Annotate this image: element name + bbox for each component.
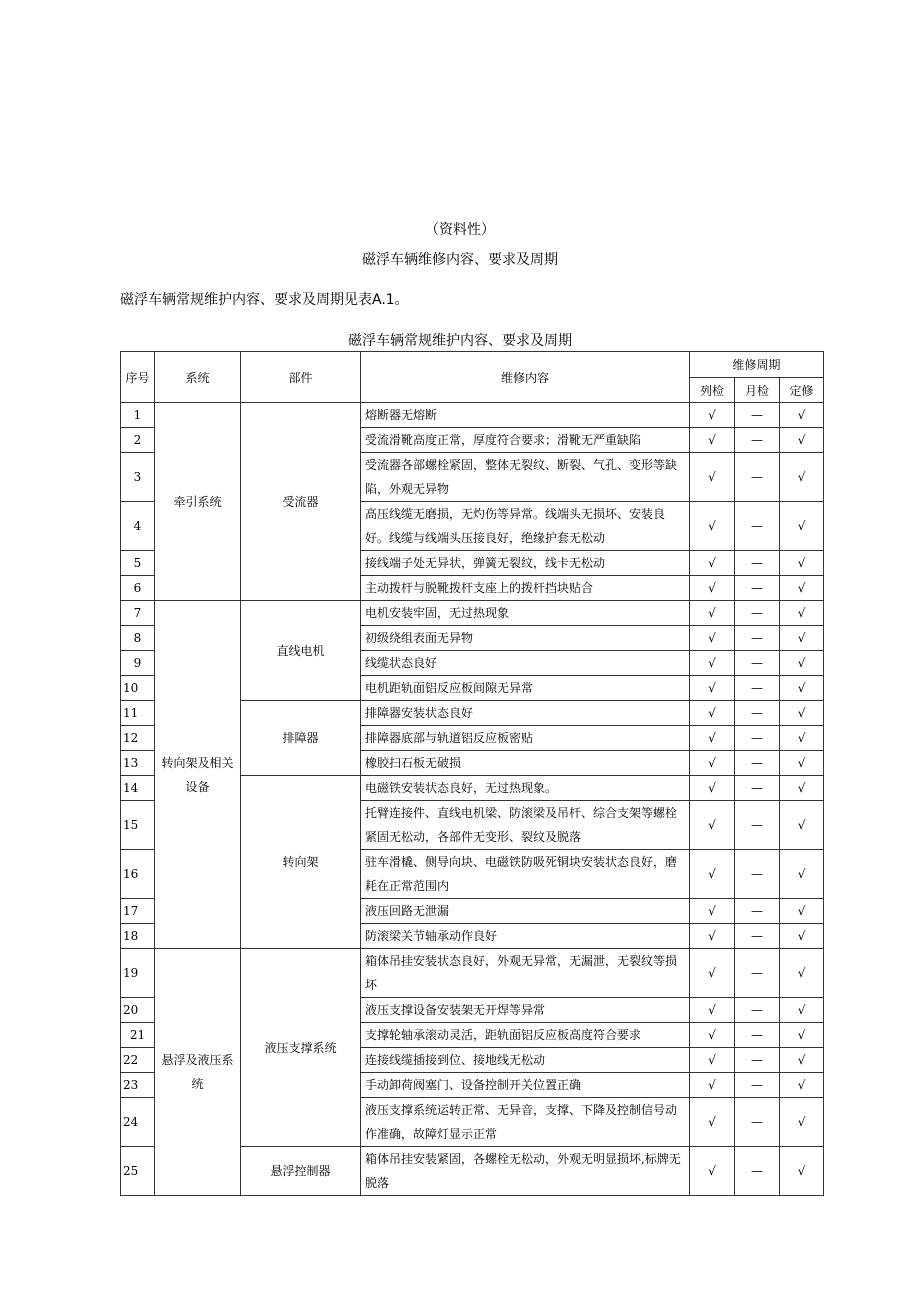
monthly-mark: — — [735, 1048, 780, 1073]
header-no: 序号 — [121, 352, 155, 403]
monthly-mark: — — [735, 899, 780, 924]
content-cell: 驻车滑橇、侧导向块、电磁铁防吸死铜块安装状态良好，磨耗在正常范围内 — [361, 850, 690, 899]
row-number: 3 — [121, 453, 155, 502]
monthly-mark: — — [735, 1023, 780, 1048]
monthly-mark: — — [735, 576, 780, 601]
scheduled-mark: √ — [780, 601, 824, 626]
header-scheduled-repair: 定修 — [780, 378, 824, 403]
daily-mark: √ — [690, 403, 735, 428]
monthly-mark: — — [735, 676, 780, 701]
part-cell: 悬浮控制器 — [241, 1147, 361, 1196]
content-cell: 托臂连接件、直线电机梁、防滚梁及吊杆、综合支架等螺栓紧固无松动，各部件无变形、裂纹及脱落 — [361, 801, 690, 850]
monthly-mark: — — [735, 601, 780, 626]
scheduled-mark: √ — [780, 801, 824, 850]
row-number: 20 — [121, 998, 155, 1023]
monthly-mark: — — [735, 651, 780, 676]
daily-mark: √ — [690, 701, 735, 726]
daily-mark: √ — [690, 751, 735, 776]
row-number: 16 — [121, 850, 155, 899]
scheduled-mark: √ — [780, 1048, 824, 1073]
content-cell: 连接线缆插接到位、接地线无松动 — [361, 1048, 690, 1073]
scheduled-mark: √ — [780, 576, 824, 601]
scheduled-mark: √ — [780, 776, 824, 801]
table-caption: 磁浮车辆常规维护内容、要求及周期 — [348, 333, 572, 349]
daily-mark: √ — [690, 1073, 735, 1098]
content-cell: 电机距轨面铝反应板间隙无异常 — [361, 676, 690, 701]
monthly-mark: — — [735, 726, 780, 751]
daily-mark: √ — [690, 949, 735, 998]
daily-mark: √ — [690, 1098, 735, 1147]
row-number: 8 — [121, 626, 155, 651]
header-period: 维修周期 — [690, 352, 824, 378]
daily-mark: √ — [690, 551, 735, 576]
daily-mark: √ — [690, 601, 735, 626]
content-cell: 熔断器无熔断 — [361, 403, 690, 428]
daily-mark: √ — [690, 924, 735, 949]
daily-mark: √ — [690, 1048, 735, 1073]
monthly-mark: — — [735, 998, 780, 1023]
scheduled-mark: √ — [780, 949, 824, 998]
row-number: 19 — [121, 949, 155, 998]
monthly-mark: — — [735, 502, 780, 551]
scheduled-mark: √ — [780, 1023, 824, 1048]
row-number: 23 — [121, 1073, 155, 1098]
row-number: 21 — [121, 1023, 155, 1048]
header-part: 部件 — [241, 352, 361, 403]
content-cell: 排障器安装状态良好 — [361, 701, 690, 726]
scheduled-mark: √ — [780, 726, 824, 751]
scheduled-mark: √ — [780, 998, 824, 1023]
scheduled-mark: √ — [780, 701, 824, 726]
header-daily-check: 列检 — [690, 378, 735, 403]
monthly-mark: — — [735, 850, 780, 899]
scheduled-mark: √ — [780, 403, 824, 428]
row-number: 7 — [121, 601, 155, 626]
scheduled-mark: √ — [780, 751, 824, 776]
row-number: 5 — [121, 551, 155, 576]
monthly-mark: — — [735, 801, 780, 850]
monthly-mark: — — [735, 453, 780, 502]
daily-mark: √ — [690, 899, 735, 924]
row-number: 18 — [121, 924, 155, 949]
table-row — [121, 403, 824, 428]
part-cell: 转向架 — [241, 776, 361, 949]
row-number: 10 — [121, 676, 155, 701]
content-cell: 电机安装牢固，无过热现象 — [361, 601, 690, 626]
daily-mark: √ — [690, 801, 735, 850]
content-cell: 防滚梁关节轴承动作良好 — [361, 924, 690, 949]
row-number: 13 — [121, 751, 155, 776]
header-monthly-check: 月检 — [735, 378, 780, 403]
row-number: 22 — [121, 1048, 155, 1073]
appendix-title: 磁浮车辆维修内容、要求及周期 — [362, 252, 558, 268]
monthly-mark: — — [735, 428, 780, 453]
monthly-mark: — — [735, 701, 780, 726]
scheduled-mark: √ — [780, 899, 824, 924]
monthly-mark: — — [735, 751, 780, 776]
daily-mark: √ — [690, 1023, 735, 1048]
content-cell: 排障器底部与轨道铝反应板密贴 — [361, 726, 690, 751]
part-cell: 受流器 — [241, 403, 361, 601]
daily-mark: √ — [690, 776, 735, 801]
intro-paragraph: 磁浮车辆常规维护内容、要求及周期见表A.1。 — [120, 292, 409, 308]
row-number: 1 — [121, 403, 155, 428]
table-row — [121, 949, 824, 998]
daily-mark: √ — [690, 651, 735, 676]
scheduled-mark: √ — [780, 1073, 824, 1098]
content-cell: 高压线缆无磨损，无灼伤等异常。线端头无损坏、安装良好。线缆与线端头压接良好，绝缘护套无松动 — [361, 502, 690, 551]
content-cell: 接线端子处无异状，弹簧无裂纹，线卡无松动 — [361, 551, 690, 576]
content-cell: 线缆状态良好 — [361, 651, 690, 676]
content-cell: 手动卸荷阀塞门、设备控制开关位置正确 — [361, 1073, 690, 1098]
maintenance-table — [120, 351, 824, 1196]
header-system: 系统 — [155, 352, 241, 403]
daily-mark: √ — [690, 726, 735, 751]
content-cell: 受流器各部螺栓紧固，整体无裂纹、断裂、气孔、变形等缺陷，外观无异物 — [361, 453, 690, 502]
row-number: 25 — [121, 1147, 155, 1196]
part-cell: 液压支撑系统 — [241, 949, 361, 1147]
header-content: 维修内容 — [361, 352, 690, 403]
row-number: 14 — [121, 776, 155, 801]
daily-mark: √ — [690, 453, 735, 502]
scheduled-mark: √ — [780, 850, 824, 899]
scheduled-mark: √ — [780, 502, 824, 551]
scheduled-mark: √ — [780, 626, 824, 651]
scheduled-mark: √ — [780, 551, 824, 576]
content-cell: 液压支撑设备安装架无开焊等异常 — [361, 998, 690, 1023]
content-cell: 支撑轮轴承滚动灵活，距轨面铝反应板高度符合要求 — [361, 1023, 690, 1048]
content-cell: 受流滑靴高度正常，厚度符合要求；滑靴无严重缺陷 — [361, 428, 690, 453]
scheduled-mark: √ — [780, 428, 824, 453]
content-cell: 箱体吊挂安装紧固，各螺栓无松动，外观无明显损坏,标牌无脱落 — [361, 1147, 690, 1196]
row-number: 11 — [121, 701, 155, 726]
daily-mark: √ — [690, 576, 735, 601]
content-cell: 主动拨杆与脱靴拨杆支座上的拨杆挡块贴合 — [361, 576, 690, 601]
monthly-mark: — — [735, 776, 780, 801]
scheduled-mark: √ — [780, 924, 824, 949]
content-cell: 橡胶扫石板无破损 — [361, 751, 690, 776]
daily-mark: √ — [690, 428, 735, 453]
scheduled-mark: √ — [780, 1147, 824, 1196]
daily-mark: √ — [690, 676, 735, 701]
row-number: 9 — [121, 651, 155, 676]
monthly-mark: — — [735, 403, 780, 428]
appendix-label: （资料性） — [425, 222, 495, 238]
row-number: 24 — [121, 1098, 155, 1147]
system-cell: 悬浮及液压系统 — [155, 949, 241, 1196]
system-cell: 转向架及相关设备 — [155, 601, 241, 949]
daily-mark: √ — [690, 998, 735, 1023]
scheduled-mark: √ — [780, 453, 824, 502]
daily-mark: √ — [690, 502, 735, 551]
scheduled-mark: √ — [780, 1098, 824, 1147]
daily-mark: √ — [690, 850, 735, 899]
content-cell: 液压回路无泄漏 — [361, 899, 690, 924]
table-row — [121, 601, 824, 626]
monthly-mark: — — [735, 551, 780, 576]
monthly-mark: — — [735, 626, 780, 651]
daily-mark: √ — [690, 626, 735, 651]
scheduled-mark: √ — [780, 676, 824, 701]
row-number: 4 — [121, 502, 155, 551]
row-number: 2 — [121, 428, 155, 453]
part-cell: 排障器 — [241, 701, 361, 776]
row-number: 12 — [121, 726, 155, 751]
content-cell: 液压支撑系统运转正常、无异音，支撑、下降及控制信号动作准确，故障灯显示正常 — [361, 1098, 690, 1147]
monthly-mark: — — [735, 1147, 780, 1196]
monthly-mark: — — [735, 1073, 780, 1098]
content-cell: 初级绕组表面无异物 — [361, 626, 690, 651]
row-number: 17 — [121, 899, 155, 924]
row-number: 15 — [121, 801, 155, 850]
monthly-mark: — — [735, 1098, 780, 1147]
content-cell: 箱体吊挂安装状态良好，外观无异常，无漏泄，无裂纹等损坏 — [361, 949, 690, 998]
content-cell: 电磁铁安装状态良好，无过热现象。 — [361, 776, 690, 801]
daily-mark: √ — [690, 1147, 735, 1196]
scheduled-mark: √ — [780, 651, 824, 676]
system-cell: 牵引系统 — [155, 403, 241, 601]
monthly-mark: — — [735, 949, 780, 998]
row-number: 6 — [121, 576, 155, 601]
part-cell: 直线电机 — [241, 601, 361, 701]
monthly-mark: — — [735, 924, 780, 949]
